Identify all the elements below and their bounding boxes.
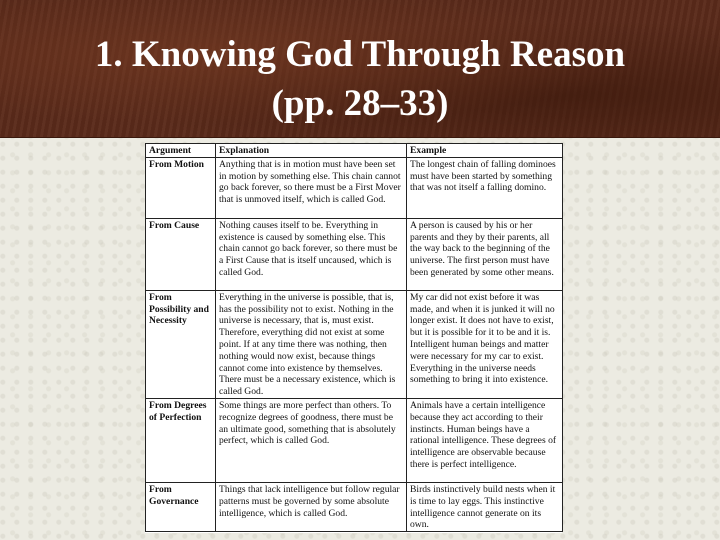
table-row <box>146 290 563 398</box>
table-row <box>146 482 563 531</box>
explanation-cell: Nothing causes itself to be. Everything in existence is caused by something else. This chain cannot go back forever, so there must be a First Cause that is itself uncaused, which is called God. <box>216 218 407 290</box>
argument-cell: From Degrees of Perfection <box>146 398 216 482</box>
table-row <box>146 398 563 482</box>
example-cell: The longest chain of falling dominoes must have been started by something that was not itself a falling domino. <box>407 157 563 218</box>
slide-title <box>0 30 720 128</box>
example-cell: My car did not exist before it was made, and when it is junked it will no longer exist. It does not have to exist, but it is possible for it to be and it is. Intelligent human beings and matter were necessary for my car to exist. Everything in the universe needs something to bring it into existence. <box>407 290 563 398</box>
example-cell: A person is caused by his or her parents and they by their parents, all the way back to the beginning of the universe. The first person must have been generated by some other means. <box>407 218 563 290</box>
explanation-cell: Anything that is in motion must have been set in motion by something else. This chain cannot go back forever, so there must be a First Mover that is unmoved itself, which is called God. <box>216 157 407 218</box>
table-header-row <box>146 144 563 158</box>
table-row <box>146 157 563 218</box>
argument-cell: From Possibility and Necessity <box>146 290 216 398</box>
header-explanation: Explanation <box>216 144 407 158</box>
header-argument: Argument <box>146 144 216 158</box>
table-row <box>146 218 563 290</box>
arguments-table-image <box>145 143 562 533</box>
example-cell: Animals have a certain intelligence because they act according to their instincts. Human beings have a rational intelligence. These degrees of intelligence are observable because there is perfect intelligence. <box>407 398 563 482</box>
slide-title-line2: (pp. 28–33) <box>271 83 449 124</box>
explanation-cell: Some things are more perfect than others. To recognize degrees of goodness, there must be an ultimate good, something that is absolutely perfect, which is called God. <box>216 398 407 482</box>
explanation-cell: Things that lack intelligence but follow regular patterns must be governed by some absolute intelligence, which is called God. <box>216 482 407 531</box>
argument-cell: From Governance <box>146 482 216 531</box>
example-cell: Birds instinctively build nests when it is time to lay eggs. This instinctive intelligence cannot generate on its own. <box>407 482 563 531</box>
argument-cell: From Cause <box>146 218 216 290</box>
slide-title-line1: 1. Knowing God Through Reason <box>94 34 626 75</box>
explanation-cell: Everything in the universe is possible, that is, has the possibility not to exist. Nothing in the universe is necessary, that is, must exist. Therefore, everything did not exist at some point. If at any time there was nothing, then nothing would now exist, because things cannot come into existence by themselves. There must be a necessary existence, which is called God. <box>216 290 407 398</box>
arguments-table <box>145 143 563 532</box>
argument-cell: From Motion <box>146 157 216 218</box>
header-example: Example <box>407 144 563 158</box>
